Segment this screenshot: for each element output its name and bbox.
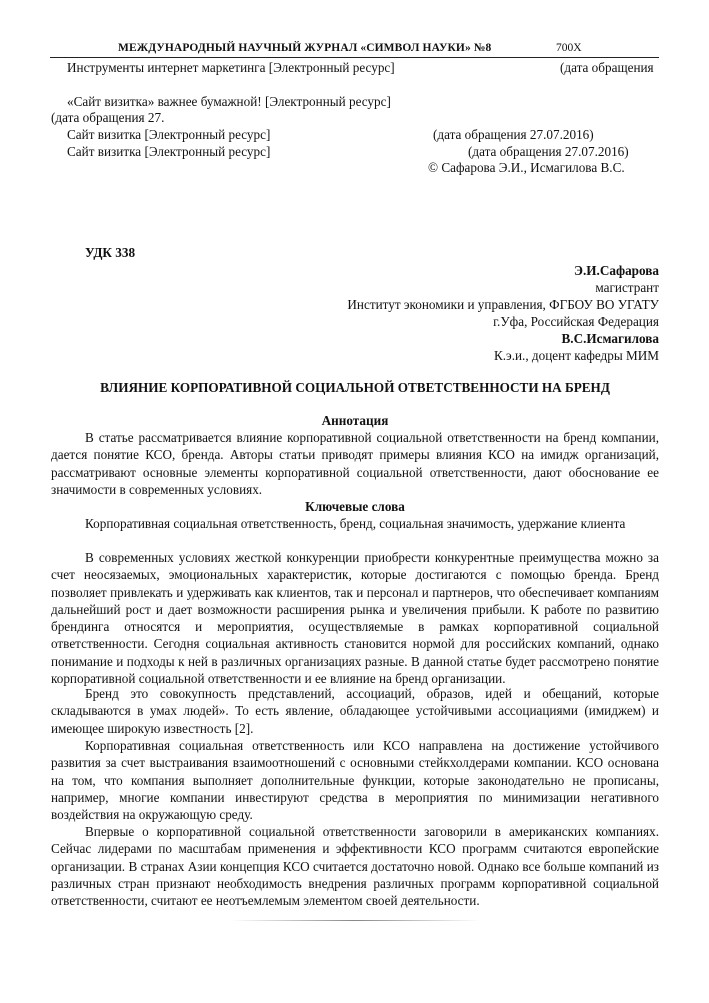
udk: УДК 338 xyxy=(85,245,136,260)
reference-3-title: Сайт визитка [Электронный ресурс] xyxy=(67,127,271,142)
reference-4-title: Сайт визитка [Электронный ресурс] xyxy=(67,144,271,159)
article-title: ВЛИЯНИЕ КОРПОРАТИВНОЙ СОЦИАЛЬНОЙ ОТВЕТСТВЕННОСТИ НА БРЕНД xyxy=(100,380,610,395)
author-1-role: магистрант xyxy=(595,280,659,295)
keywords-text: Корпоративная социальная ответственность, бренд, социальная значимость, удержание клиента xyxy=(85,516,626,531)
reference-2-date: (дата обращения 27. xyxy=(51,110,165,125)
author-2-name: В.С.Исмагилова xyxy=(561,331,659,346)
body-paragraph: В современных условиях жесткой конкуренции приобрести конкурентные преимущества можно за счет неосязаемых, эмоциональных характеристик, которые достигаются с помощью бренда. Бренд позволяет привлекать и удерживать как клиентов, так и персонал и партнеров, что обеспечивает компаниям дальнейший рост и дает возможности расширения рынка и увеличения прибыли. К работе по развитию брендинга относятся и мероприятия, осуществляемые в рамках корпоративной социальной ответственности. Сегодня социальная активность становится нормой для российских компаний, однако понимание и подходы к ней в различных организациях разные. В данной статье будет рассмотрено понятие корпоративной социальной ответственности и ее влияние на бренд организации. xyxy=(51,550,659,687)
journal-code: 700X xyxy=(556,42,582,54)
copyright: © Сафарова Э.И., Исмагилова В.С. xyxy=(428,160,625,175)
reference-3-date: (дата обращения 27.07.2016) xyxy=(433,127,594,142)
body-paragraph: Бренд это совокупность представлений, ассоциаций, образов, идей и обещаний, которые складываются в умах людей». То есть явление, обладающее устойчивыми ассоциациями (имиджем) и имеющее широкую известность [2]. xyxy=(51,686,659,736)
header-rule xyxy=(50,57,659,58)
body-paragraph: Впервые о корпоративной социальной ответственности заговорили в американских компаниях. Сейчас лидерами по масштабам применения и эффективности КСО программ считаются европейские организации. В странах Азии концепция КСО считается достаточно новой. Однако все больше компаний из различных стран признают необходимость внедрения различных программ корпоративной социальной ответственности, считают ее неотъемлемым элементом своей деятельности. xyxy=(51,824,659,909)
author-1-name: Э.И.Сафарова xyxy=(574,263,659,278)
abstract-heading: Аннотация xyxy=(321,413,389,428)
journal-header: МЕЖДУНАРОДНЫЙ НАУЧНЫЙ ЖУРНАЛ «СИМВОЛ НАУКИ» №8 xyxy=(118,42,492,54)
reference-4-date: (дата обращения 27.07.2016) xyxy=(468,144,629,159)
city: г.Уфа, Российская Федерация xyxy=(493,314,659,329)
footer-divider xyxy=(230,920,480,921)
institute: Институт экономики и управления, ФГБОУ ВО УГАТУ xyxy=(347,297,659,312)
keywords-heading: Ключевые слова xyxy=(305,499,405,514)
reference-1-date: (дата обращения xyxy=(560,60,654,75)
abstract-text: В статье рассматривается влияние корпоративной социальной ответственности на бренд компании, дается понятие КСО, бренда. Авторы статьи приводят примеры влияния КСО на имидж организаций, рассматривают основные элементы корпоративной социальной ответственности, дают обоснование ее значимости в современных условиях. xyxy=(51,430,659,497)
body-paragraph: Корпоративная социальная ответственность или КСО направлена на достижение устойчивого развития за счет выстраивания взаимоотношений с основными стейкхолдерами компании. КСО основана на том, что компания выполняет дополнительные функции, которые законодательно не прописаны, например, многие компании инвестируют средства в мероприятия по минимизации негативного воздействия на окружающую среду. xyxy=(51,738,659,823)
reference-1-title: Инструменты интернет маркетинга [Электронный ресурс] xyxy=(67,60,395,75)
author-2-role: К.э.и., доцент кафедры МИМ xyxy=(493,348,659,363)
reference-2-title: «Сайт визитка» важнее бумажной! [Электронный ресурс] xyxy=(67,94,391,109)
